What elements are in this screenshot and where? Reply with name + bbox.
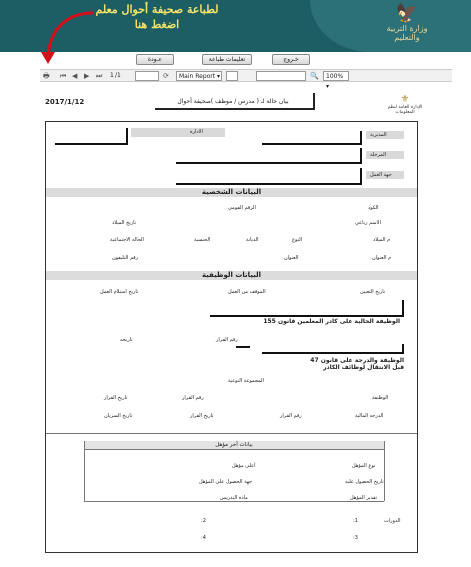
search-input[interactable]	[256, 71, 306, 81]
page-total: /1	[115, 72, 121, 79]
effective-date-label: تاريخ السريان	[104, 413, 133, 419]
nationality-label: الجنسية	[194, 237, 211, 243]
course-2: 2:	[201, 518, 206, 524]
code-label: الكود	[368, 205, 379, 211]
personal-section-header: البيانات الشخصية	[46, 188, 417, 197]
ministry-logo	[371, 4, 443, 48]
refresh-icon[interactable]: ⟳	[163, 72, 169, 80]
administration-label-bg	[131, 128, 225, 137]
page-current: 1	[110, 72, 114, 79]
callout-line2: اضغط هنا	[134, 18, 180, 31]
course-1: 1:	[353, 518, 358, 524]
governorate-vline	[360, 131, 362, 145]
address-gov-label: م العنوان	[372, 255, 392, 261]
decision-date3-label: تاريخ القرار	[190, 413, 214, 419]
qual-source-label: جهة الحصول على المؤهل	[199, 479, 253, 485]
exit-button[interactable]: خـروج	[272, 54, 310, 65]
appointment-date-label: تاريخ التعيين	[360, 289, 386, 295]
decision-no-label: رقم القرار	[216, 337, 238, 343]
document-date: 2017/1/12	[45, 98, 85, 106]
law47-line	[262, 352, 404, 354]
ministry-stamp	[384, 94, 426, 115]
prev-page-icon[interactable]: ◀	[72, 72, 78, 80]
decision-no3-label: رقم القرار	[280, 413, 302, 419]
law47-line1: الوظيفة والدرجة على قانون 47	[310, 357, 404, 364]
address-label: العنوان	[284, 255, 299, 261]
administration-label: الادارة	[190, 129, 203, 135]
law155-line	[210, 315, 404, 317]
report-select[interactable]: Main Report ▾	[176, 71, 222, 81]
courses-label: الدورات	[384, 518, 401, 524]
governorate-label: المديرية	[370, 132, 387, 138]
religion-label: الديانة	[246, 237, 259, 243]
back-button[interactable]: عـودة	[136, 54, 174, 65]
marital-label: الحالة الاجتماعية	[110, 237, 144, 243]
page-input[interactable]	[135, 71, 159, 81]
qual-grade-label: تقدير المؤهل	[350, 495, 378, 501]
print-callout	[82, 2, 232, 32]
course-3: 3:	[353, 535, 358, 541]
workplace-label: جهة العمل	[370, 172, 392, 178]
qualification-section-header: بيانات آخر مؤهل	[84, 441, 384, 449]
its-date-label: تاريخه	[120, 337, 133, 343]
administration-vline	[126, 128, 128, 145]
financial-grade-label: الدرجة المالية	[355, 413, 384, 419]
eagle-icon: 🦅	[395, 3, 419, 24]
birth-place-label: م الميلاد	[373, 237, 391, 243]
phone-label: رقم التليفون	[112, 255, 139, 261]
stage-line	[176, 162, 360, 164]
qualification-header-line	[84, 449, 384, 450]
print-instructions-button[interactable]: تعليمات طباعة	[202, 54, 252, 65]
qual-obtained-label: تاريخ الحصول عليه	[345, 479, 384, 485]
logo-line1: وزارة التربية	[386, 24, 428, 33]
gender-label: النوع	[292, 237, 302, 243]
qualification-top-line	[46, 433, 417, 434]
course-4: 4:	[201, 535, 206, 541]
logo-line2: والتعليم	[394, 33, 420, 42]
report-select-value: Main Report	[179, 73, 216, 80]
job-section-header: البيانات الوظيفية	[46, 271, 417, 280]
qualitative-group-label: المجموعة النوعية	[228, 378, 264, 384]
ministry-line: الإدارة العامة لنظم المعلومات	[387, 105, 423, 115]
decision-date-label: تاريخ القرار	[104, 395, 128, 401]
birth-date-label: تاريخ الميلاد	[112, 220, 137, 226]
first-page-icon[interactable]: ⏮	[60, 72, 67, 80]
law155-label: الوظيفة الحالية على كادر المعلمين قانون 155	[263, 318, 400, 325]
position-label: الوظيفة	[372, 395, 389, 401]
date-from-label: تاريخ استلام العمل	[100, 289, 139, 295]
law155-vline	[402, 300, 404, 316]
stage-vline	[360, 148, 362, 164]
decision-tick	[236, 346, 250, 348]
qual-type-label: نوع المؤهل	[352, 463, 376, 469]
report-toolbar	[40, 69, 452, 90]
zoom-value: 100%	[326, 73, 344, 80]
qualification-right-edge	[384, 441, 385, 501]
workplace-vline	[360, 168, 362, 185]
callout-line1: لطباعة صحيفة أحوال معلم	[95, 3, 219, 16]
name-label: الاسم رباعي	[355, 220, 381, 226]
next-page-icon[interactable]: ▶	[84, 72, 90, 80]
from-position-label: الموقف من العمل	[228, 289, 266, 295]
decision-no2-label: رقم القرار	[182, 395, 204, 401]
red-arrow-icon	[38, 8, 98, 68]
stage-label: المرحلة	[370, 152, 386, 158]
qual-highest-label: أعلى مؤهل	[232, 463, 256, 469]
qualification-left-edge	[84, 441, 85, 501]
zoom-select[interactable]: 100% ▾	[323, 71, 349, 81]
find-icon[interactable]: 🔍	[310, 72, 319, 80]
small-input[interactable]	[226, 71, 238, 81]
print-icon[interactable]: 🖶	[43, 72, 50, 80]
ministry-eagle-icon: ⚜	[400, 94, 410, 105]
teaching-subject-label: مادة التدريس	[220, 495, 248, 501]
national-id-label: الرقم القومي	[228, 205, 256, 211]
qualification-bottom-line	[84, 501, 384, 502]
governorate-line	[262, 143, 362, 145]
law47-line2: قبل الانتقال لوظائف الكادر	[323, 364, 404, 371]
administration-line	[55, 143, 127, 145]
last-page-icon[interactable]: ⏭	[96, 72, 103, 80]
workplace-line	[176, 183, 360, 185]
document-title: بيان حالة لـ ( مدرس / موظف )صحيفة أحوال	[177, 98, 289, 105]
